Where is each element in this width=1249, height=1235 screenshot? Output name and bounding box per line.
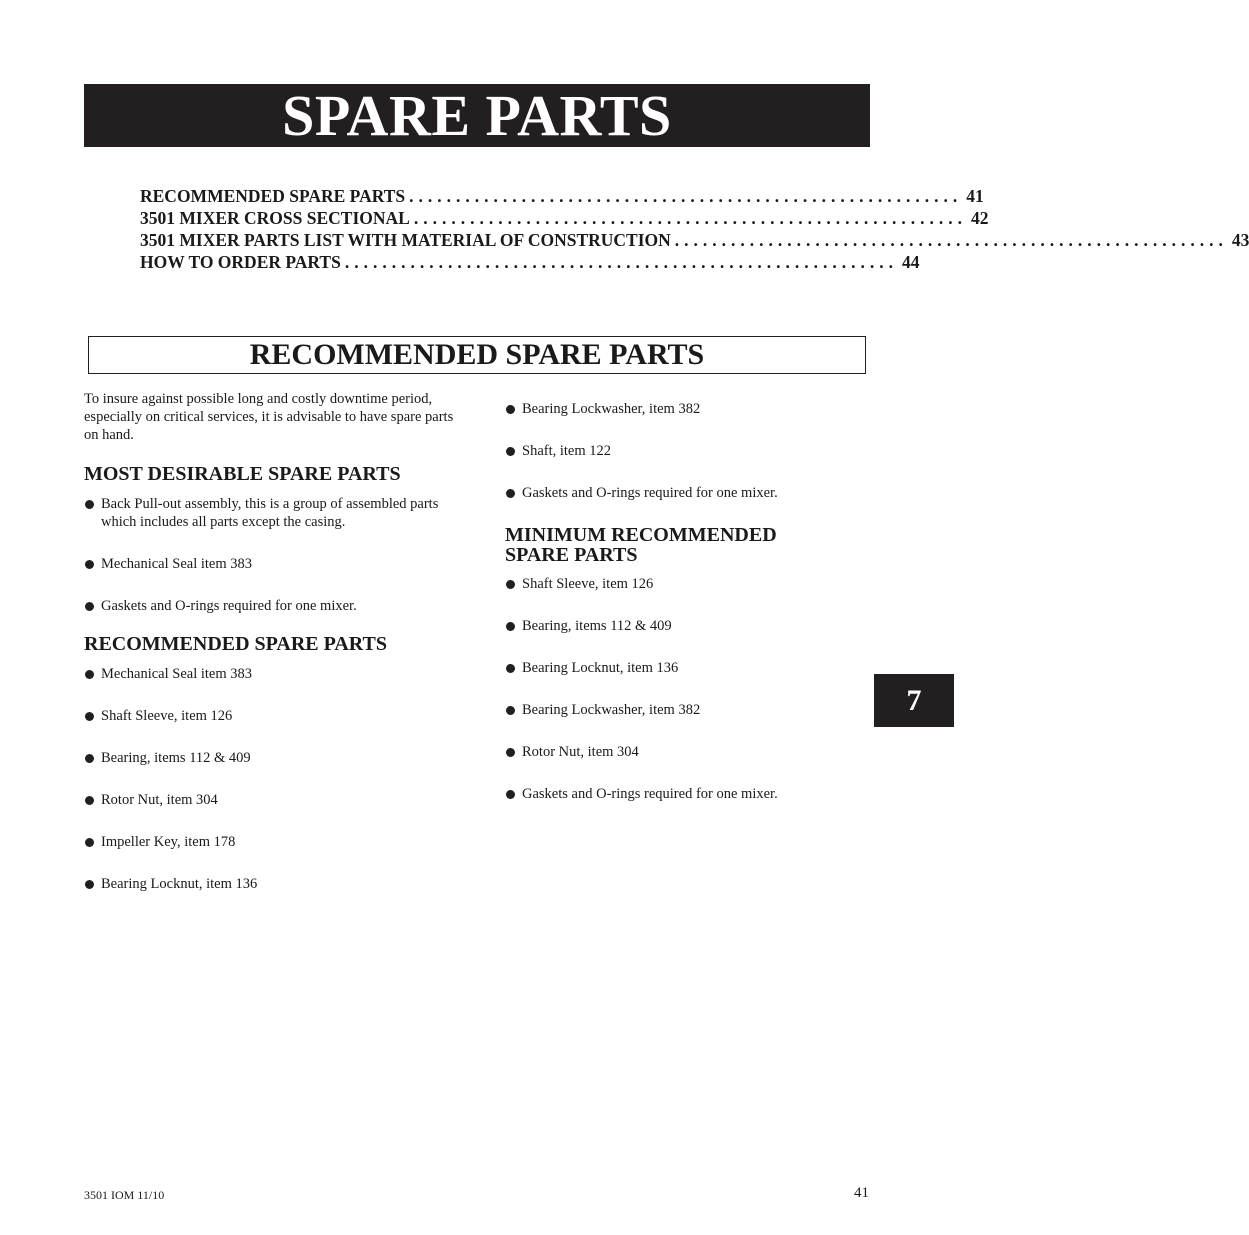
chapter-tab: 7 xyxy=(874,674,954,727)
bullet-icon xyxy=(85,560,94,569)
toc-leader-dots: ........................................................... xyxy=(674,230,1228,250)
toc-leader-dots: ........................................................... xyxy=(413,208,967,228)
toc-entry-page: 42 xyxy=(970,208,989,228)
bullet-icon xyxy=(85,754,94,763)
bullet-icon xyxy=(85,500,94,509)
bullet-icon xyxy=(506,748,515,757)
list-item-text: Gaskets and O-rings required for one mixer. xyxy=(522,786,778,802)
bullet-icon xyxy=(506,706,515,715)
title-banner xyxy=(84,84,870,147)
toc-entry-page: 43 xyxy=(1231,230,1249,250)
list-item xyxy=(84,833,454,851)
section-title: RECOMMENDED SPARE PARTS xyxy=(249,338,705,371)
list-item xyxy=(84,707,454,725)
list-item-text: Back Pull-out assembly, this is a group of assembled parts which includes all parts except the casing. xyxy=(101,496,439,530)
toc-leader-dots: ........................................................... xyxy=(344,252,898,272)
list-item-text: Bearing Lockwasher, item 382 xyxy=(522,702,701,718)
list-item-text: Rotor Nut, item 304 xyxy=(101,792,218,808)
list-item xyxy=(84,555,454,573)
toc-entry[interactable] xyxy=(140,230,1249,252)
list-item-text: Shaft Sleeve, item 126 xyxy=(522,576,654,592)
bullet-icon xyxy=(506,790,515,799)
bullet-icon xyxy=(506,405,515,414)
footer-page-number: 41 xyxy=(854,1185,869,1201)
list-item-text: Gaskets and O-rings required for one mixer. xyxy=(101,598,357,614)
minimum-heading xyxy=(505,525,865,565)
most-desirable-heading: MOST DESIRABLE SPARE PARTS xyxy=(84,463,401,485)
list-item xyxy=(84,665,454,683)
list-item-text: Mechanical Seal item 383 xyxy=(101,666,252,682)
list-item xyxy=(84,749,454,767)
list-item xyxy=(505,785,865,803)
bullet-icon xyxy=(85,880,94,889)
list-item xyxy=(84,875,454,893)
toc-leader-dots: ........................................................... xyxy=(409,186,963,206)
minimum-heading-line2: SPARE PARTS xyxy=(505,544,638,566)
list-item-text: Impeller Key, item 178 xyxy=(101,834,236,850)
bullet-icon xyxy=(506,580,515,589)
bullet-icon xyxy=(85,712,94,721)
intro-paragraph: To insure against possible long and costly downtime period, especially on critical services, it is advisable to have spare parts on hand. xyxy=(84,391,454,443)
bullet-icon xyxy=(506,489,515,498)
list-item xyxy=(505,484,865,502)
bullet-icon xyxy=(85,838,94,847)
right-column xyxy=(505,400,865,803)
list-item-text: Bearing Locknut, item 136 xyxy=(101,876,258,892)
list-item-text: Bearing, items 112 & 409 xyxy=(522,618,672,634)
list-item xyxy=(505,575,865,593)
toc-entry[interactable] xyxy=(140,208,989,230)
bullet-icon xyxy=(85,796,94,805)
bullet-icon xyxy=(506,664,515,673)
toc-entry-label: 3501 MIXER CROSS SECTIONAL xyxy=(140,208,410,228)
left-column xyxy=(84,390,454,893)
minimum-heading-line1: MINIMUM RECOMMENDED xyxy=(505,524,777,546)
list-item-text: Bearing Lockwasher, item 382 xyxy=(522,401,701,417)
list-item-text: Gaskets and O-rings required for one mixer. xyxy=(522,485,778,501)
list-item xyxy=(505,442,865,460)
toc-entry[interactable] xyxy=(140,252,920,274)
list-item-text: Rotor Nut, item 304 xyxy=(522,744,639,760)
recommended-heading: RECOMMENDED SPARE PARTS xyxy=(84,633,388,655)
bullet-icon xyxy=(85,602,94,611)
toc-entry-label: 3501 MIXER PARTS LIST WITH MATERIAL OF CONSTRUCTION xyxy=(140,230,671,250)
bullet-icon xyxy=(506,622,515,631)
toc-entry[interactable] xyxy=(140,186,984,208)
bullet-icon xyxy=(85,670,94,679)
list-item-text: Shaft, item 122 xyxy=(522,443,612,459)
list-item-text: Bearing, items 112 & 409 xyxy=(101,750,251,766)
list-item xyxy=(84,791,454,809)
table-of-contents xyxy=(140,186,1249,274)
list-item-text: Bearing Locknut, item 136 xyxy=(522,660,679,676)
list-item xyxy=(505,743,865,761)
toc-entry-label: HOW TO ORDER PARTS xyxy=(140,252,341,272)
list-item xyxy=(505,400,865,418)
list-item xyxy=(505,617,865,635)
list-item-text: Shaft Sleeve, item 126 xyxy=(101,708,233,724)
list-item xyxy=(505,701,865,719)
toc-entry-page: 41 xyxy=(966,186,984,206)
toc-entry-label: RECOMMENDED SPARE PARTS xyxy=(140,186,406,206)
toc-entry-page: 44 xyxy=(901,252,920,272)
bullet-icon xyxy=(506,447,515,456)
list-item-text: Mechanical Seal item 383 xyxy=(101,556,252,572)
list-item xyxy=(505,659,865,677)
page-title: SPARE PARTS xyxy=(282,82,672,148)
list-item xyxy=(84,597,454,615)
section-title-box xyxy=(88,336,866,374)
footer-doc-id: 3501 IOM 11/10 xyxy=(84,1188,165,1202)
list-item xyxy=(84,495,454,531)
